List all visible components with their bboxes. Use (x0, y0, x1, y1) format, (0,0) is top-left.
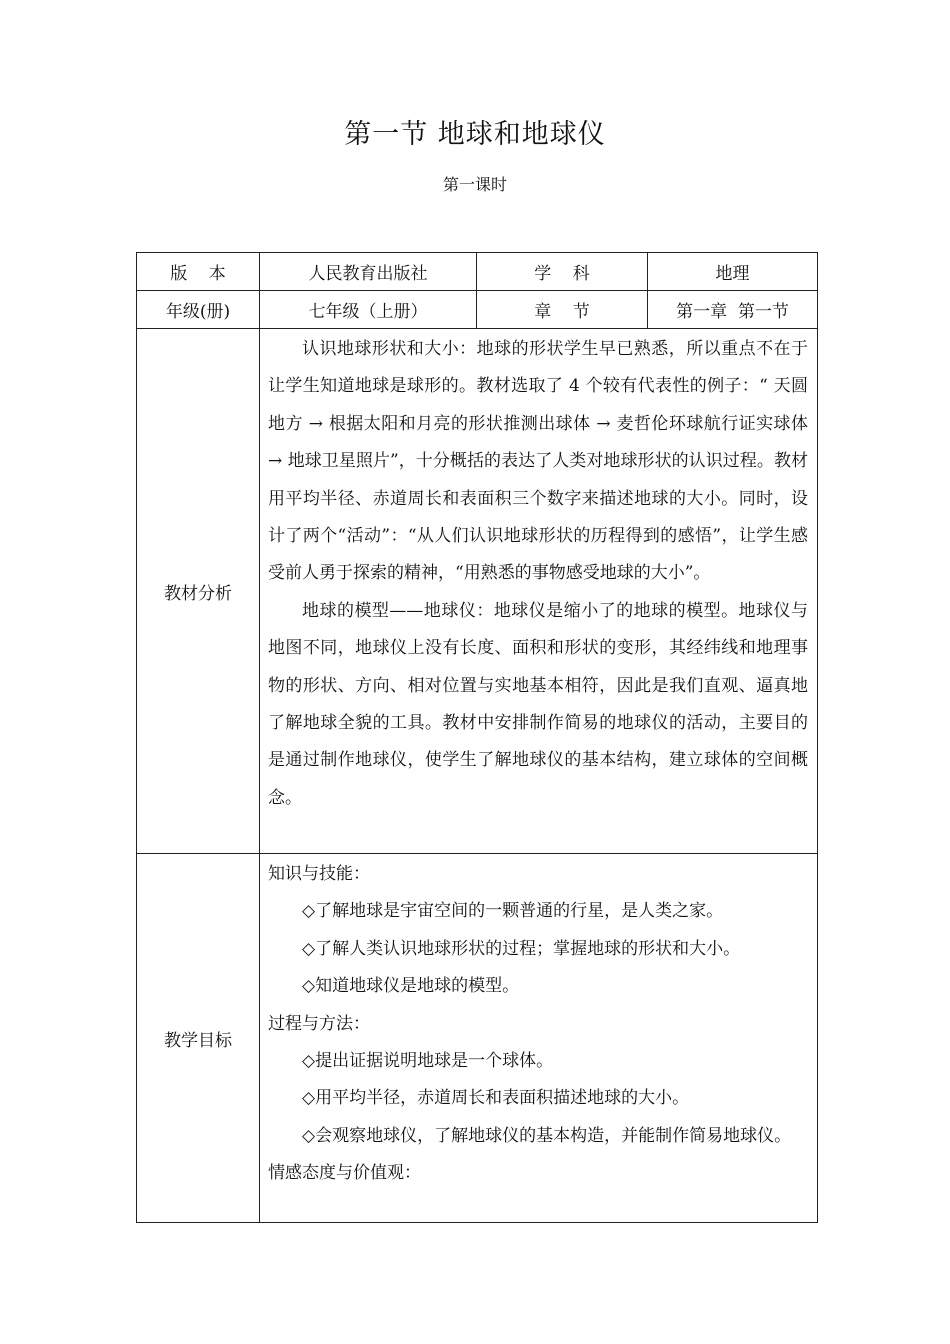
analysis-content (260, 329, 818, 854)
grade-value: 七年级（上册） (260, 291, 477, 329)
objective-item: ◇了解地球是宇宙空间的一颗普通的行星，是人类之家。 (302, 901, 724, 922)
objectives-heading-knowledge: 知识与技能： (268, 864, 370, 884)
objective-item: ◇用平均半径，赤道周长和表面积描述地球的大小。 (302, 1088, 690, 1109)
subject-label: 学 科 (477, 253, 648, 291)
edition-value: 人民教育出版社 (260, 253, 477, 291)
edition-label: 版 本 (137, 253, 260, 291)
chapter-value: 第一章 第一节 (648, 291, 818, 329)
table-row-objectives (137, 854, 818, 1223)
objectives-heading-attitude: 情感态度与价值观： (268, 1163, 421, 1184)
objectives-label: 教学目标 (137, 854, 260, 1223)
analysis-label: 教材分析 (137, 329, 260, 854)
objective-item: ◇会观察地球仪，了解地球仪的基本构造，并能制作简易地球仪。 (302, 1125, 792, 1146)
objectives-content (260, 854, 818, 1223)
lesson-info-table (136, 252, 818, 1223)
objective-item: ◇提出证据说明地球是一个球体。 (302, 1051, 554, 1072)
page-subtitle: 第一课时 (442, 175, 507, 194)
table-row-analysis (137, 329, 818, 854)
grade-label: 年级(册) (137, 291, 260, 329)
table-row-edition (137, 253, 818, 291)
chapter-label: 章 节 (477, 291, 648, 329)
analysis-paragraph-1: 认识地球形状和大小：地球的形状学生早已熟悉，所以重点不在于让学生知道地球是球形的。教材选取了 4 个较有代表性的例子：“ 天圆地方 → 根据太阳和月亮的形状推测出球体 → 麦哲伦环球航行证实球体 → 地球卫星照片”，十分概括的表达了人类对地球形状的认识过程。教材用平均半径、赤道周长和表面积三个数字来描述地球的大小。同时，设计了两个“活动”：“从人们认识地球形状的历程得到的感悟”，让学生感受前人勇于探索的精神，“用熟悉的事物感受地球的大小”。 (268, 339, 808, 584)
objective-item: ◇知道地球仪是地球的模型。 (302, 976, 520, 997)
subject-value: 地理 (648, 253, 818, 291)
table-row-grade (137, 291, 818, 329)
objectives-heading-process: 过程与方法： (268, 1013, 370, 1034)
objective-item: ◇了解人类认识地球形状的过程；掌握地球的形状和大小。 (302, 938, 741, 959)
page-title: 第一节 地球和地球仪 (344, 119, 606, 150)
analysis-paragraph-2: 地球的模型——地球仪：地球仪是缩小了的地球的模型。地球仪与地图不同，地球仪上没有长度、面积和形状的变形，其经纬线和地理事物的形状、方向、相对位置与实地基本相符，因此是我们直观、逼真地了解地球全貌的工具。教材中安排制作简易的地球仪的活动，主要目的是通过制作地球仪，使学生了解地球仪的基本结构，建立球体的空间概念。 (268, 600, 808, 808)
